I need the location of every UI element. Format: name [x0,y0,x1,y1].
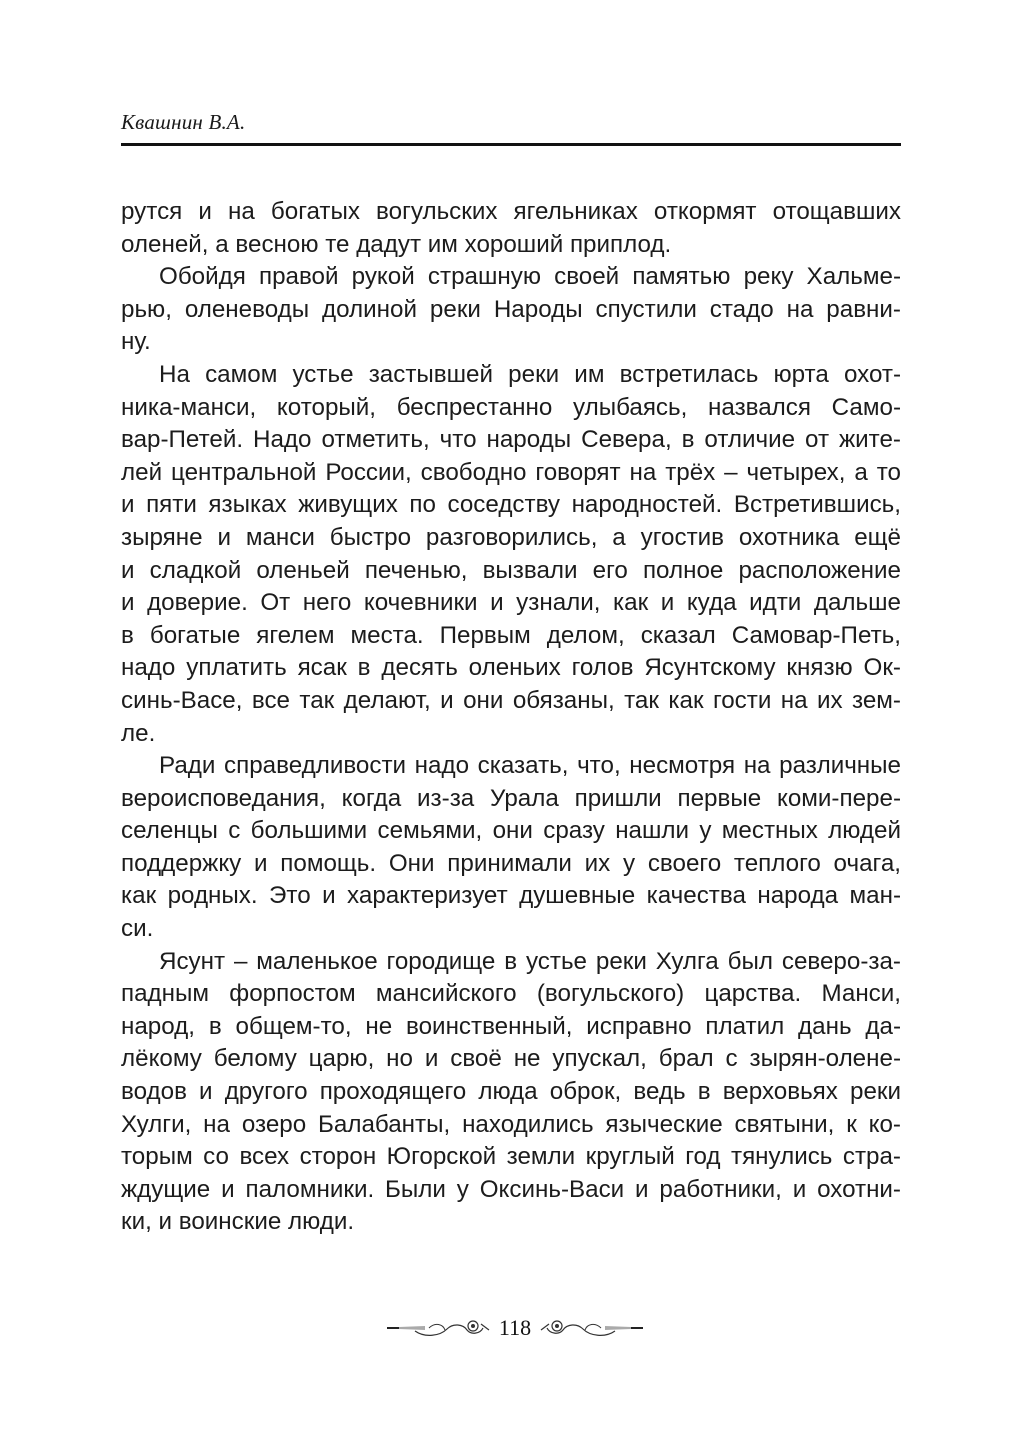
paragraph [121,946,901,1239]
paragraph [121,359,901,750]
text-line: как родных. Это и характеризует душевные качества народа ман- [121,882,901,910]
text-line: си. [121,915,154,943]
text-line: ле. [121,719,156,747]
text-line: рью, оленеводы долиной реки Народы спустили стадо на равни- [121,295,901,323]
text-line: и пяти языках живущих по соседству народностей. Встретившись, [121,491,901,519]
text-line: ника-манси, который, беспрестанно улыбаясь, назвался Само- [121,393,901,421]
header-rule [121,143,901,146]
paragraph [121,196,901,261]
author-name: Квашнин В.А. [121,110,246,134]
text-line: вар-Петей. Надо отметить, что народы Севера, в отличие от жите- [121,426,901,454]
text-line: падным форпостом мансийского (вогульского) царства. Манси, [121,980,901,1008]
text-line: На самом устье застывшей реки им встретилась юрта охот- [159,360,901,388]
left-ornament-icon [385,1316,495,1340]
text-line: лёкому белому царю, но и своё не упускал, брал с зырян-олене- [121,1045,901,1073]
page-footer [380,1308,650,1348]
text-line: надо уплатить ясак в десять оленьих голов Ясунтскому князю Ок- [121,654,901,682]
text-line: зыряне и манси быстро разговорились, а угостив охотника ещё [121,523,901,551]
text-line: Ради справедливости надо сказать, что, несмотря на различные [159,752,901,780]
text-line: селенцы с большими семьями, они сразу нашли у местных людей [121,817,901,845]
page-number: 118 [498,1315,532,1340]
text-line: и сладкой оленьей печенью, вызвали его полное расположение [121,556,901,584]
body-text [121,196,901,1239]
text-line: рутся и на богатых вогульских ягельниках откормят отощавших [121,198,901,225]
running-header [121,110,901,135]
text-line: водов и другого проходящего люда оброк, ведь в верховьях реки [121,1078,901,1106]
text-line: и доверие. От него кочевники и узнали, как и куда идти дальше [121,589,901,617]
text-line: лей центральной России, свободно говорят на трёх – четырех, а то [121,458,901,486]
text-line: ки, и воинские люди. [121,1208,355,1236]
text-line: оленей, а весною те дадут им хороший приплод. [121,230,672,258]
text-line: ну. [121,328,151,356]
text-line: народ, в общем-то, не воинственный, исправно платил дань да- [121,1012,901,1040]
right-ornament-icon [535,1316,645,1340]
text-line: в богатые ягелем места. Первым делом, сказал Самовар-Петь, [121,621,901,649]
text-line: Хулги, на озеро Балабанты, находились языческие святыни, к ко- [121,1110,901,1138]
text-line: вероисповедания, когда из-за Урала пришли первые коми-пере- [121,784,901,812]
text-line: торым со всех сторон Югорской земли круглый год тянулись стра- [121,1143,901,1171]
text-line: ждущие и паломники. Были у Оксинь-Васи и работники, и охотни- [121,1175,901,1203]
text-line: Обойдя правой рукой страшную своей памятью реку Хальме- [159,263,901,291]
text-line: Ясунт – маленькое городище в устье реки Хулга был северо-за- [159,947,901,975]
paragraph [121,750,901,946]
paragraph [121,261,901,359]
text-line: синь-Васе, все так делают, и они обязаны, так как гости на их зем- [121,686,901,714]
text-line: поддержку и помощь. Они принимали их у своего теплого очага, [121,849,901,877]
